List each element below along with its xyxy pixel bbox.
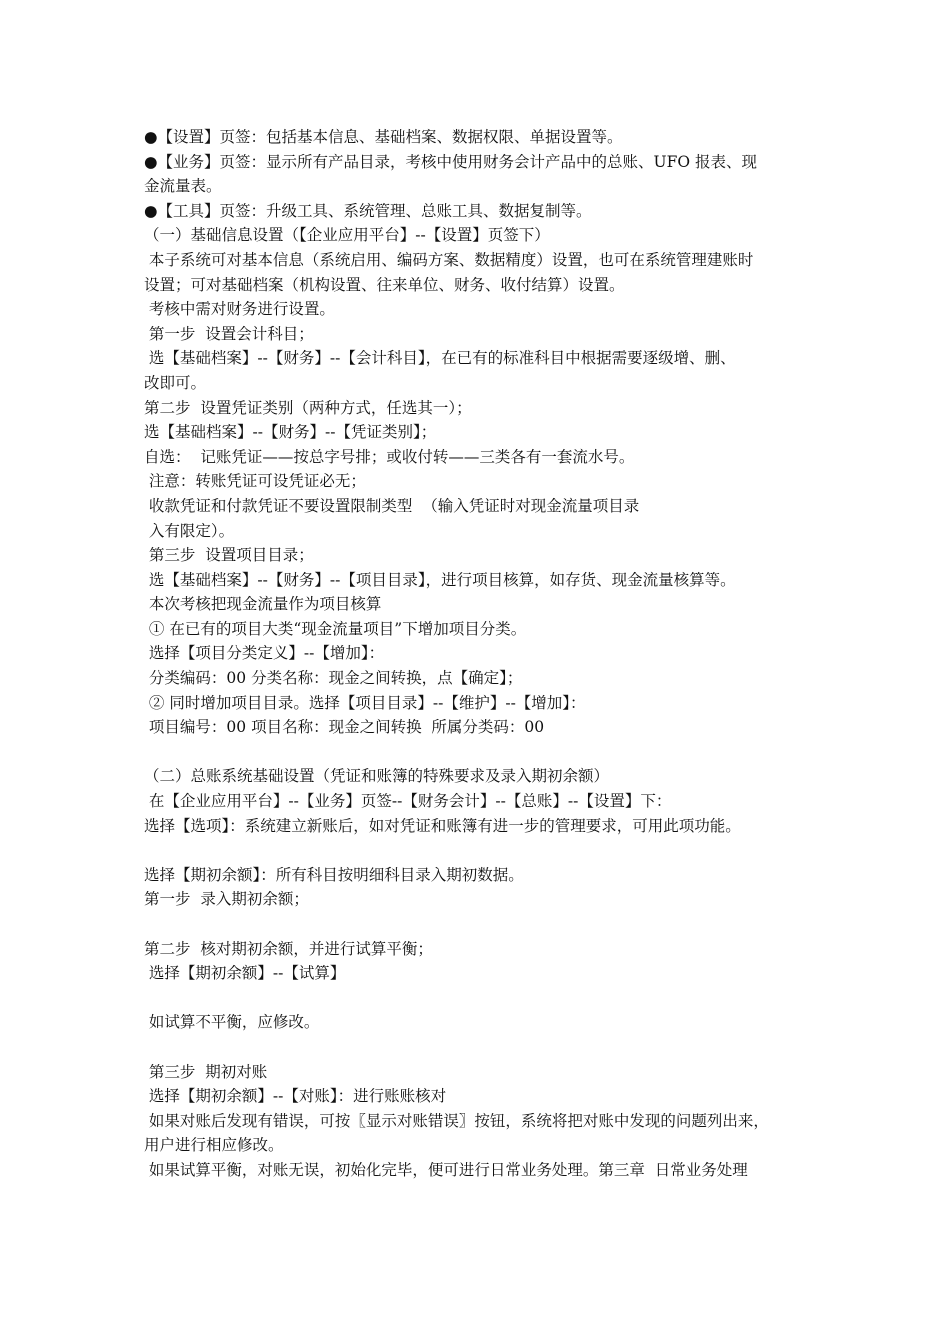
text-line: （一）基础信息设置（【企业应用平台】--【设置】页签下） xyxy=(144,226,550,245)
text-line: 第三步 期初对账 xyxy=(144,1062,268,1081)
blank-line xyxy=(144,912,814,937)
text-line: ① 在已有的项目大类“现金流量项目”下增加项目分类。 xyxy=(144,619,527,638)
text-line: 选【基础档案】--【财务】--【项目目录】，进行项目核算，如存货、现金流量核算等。 xyxy=(144,570,736,589)
text-line: 注意：转账凭证可设凭证必无； xyxy=(144,472,366,491)
text-line: （二）总账系统基础设置（凭证和账簿的特殊要求及录入期初余额） xyxy=(144,767,610,786)
text-line: 考核中需对财务进行设置。 xyxy=(144,300,335,319)
text-line: 如试算不平衡，应修改。 xyxy=(144,1013,320,1032)
text-line: 第一步 录入期初余额； xyxy=(144,890,309,909)
blank-line xyxy=(144,986,814,1011)
blank-line xyxy=(144,740,814,765)
document-body xyxy=(144,125,814,1183)
text-line: 如果对账后发现有错误，可按〖显示对账错误〗按钮，系统将把对账中发现的问题列出来， xyxy=(144,1111,769,1130)
text-line: 在【企业应用平台】--【业务】页签--【财务会计】--【总账】--【设置】下： xyxy=(144,792,672,811)
text-line: ●【工具】页签：升级工具、系统管理、总账工具、数据复制等。 xyxy=(144,201,592,220)
text-line: 第二步 核对期初余额，并进行试算平衡； xyxy=(144,939,433,958)
text-line: 用户进行相应修改。 xyxy=(144,1136,284,1155)
text-line: 分类编码：00 分类名称：现金之间转换，点【确定】； xyxy=(144,669,523,688)
text-line: 本子系统可对基本信息（系统启用、编码方案、数据精度）设置，也可在系统管理建账时 xyxy=(144,250,754,269)
text-line: 选择【期初余额】--【对账】：进行账账核对 xyxy=(144,1087,447,1106)
text-line: 设置；可对基础档案（机构设置、往来单位、财务、收付结算）设置。 xyxy=(144,275,625,294)
text-line: 改即可。 xyxy=(144,373,207,392)
text-line: 第二步 设置凭证类别（两种方式，任选其一）； xyxy=(144,398,472,417)
text-line: 第一步 设置会计科目； xyxy=(144,324,314,343)
text-line: 项目编号：00 项目名称：现金之间转换 所属分类码：00 xyxy=(144,718,545,737)
text-line: 选择【选项】：系统建立新账后，如对凭证和账簿有进一步的管理要求，可用此项功能。 xyxy=(144,816,741,835)
text-line: 选【基础档案】--【财务】--【凭证类别】； xyxy=(144,423,437,442)
text-line: 第三步 设置项目目录； xyxy=(144,546,314,565)
text-line: 入有限定）。 xyxy=(144,521,235,540)
text-line: 收款凭证和付款凭证不要设置限制类型 （输入凭证时对现金流量项目录 xyxy=(144,496,640,515)
text-line: 选择【期初余额】：所有科目按明细科目录入期初数据。 xyxy=(144,865,524,884)
text-line: ② 同时增加项目目录。选择【项目目录】--【维护】--【增加】： xyxy=(144,693,586,712)
text-line: 自选： 记账凭证——按总字号排；或收付转——三类各有一套流水号。 xyxy=(144,447,635,466)
text-line: 选择【期初余额】--【试算】 xyxy=(144,964,346,983)
blank-line xyxy=(144,1035,814,1060)
text-line: 如果试算平衡，对账无误，初始化完毕，便可进行日常业务处理。第三章 日常业务处理 xyxy=(144,1160,748,1179)
text-line: ●【业务】页签：显示所有产品目录，考核中使用财务会计产品中的总账、UFO 报表、现 xyxy=(144,152,757,171)
text-line: 选择【项目分类定义】--【增加】： xyxy=(144,644,385,663)
text-line: 金流量表。 xyxy=(144,177,222,196)
blank-line xyxy=(144,838,814,863)
text-line: 本次考核把现金流量作为项目核算 xyxy=(144,595,382,614)
text-line: 选【基础档案】--【财务】--【会计科目】，在已有的标准科目中根据需要逐级增、删、 xyxy=(144,349,736,368)
text-line: ●【设置】页签：包括基本信息、基础档案、数据权限、单据设置等。 xyxy=(144,128,623,146)
